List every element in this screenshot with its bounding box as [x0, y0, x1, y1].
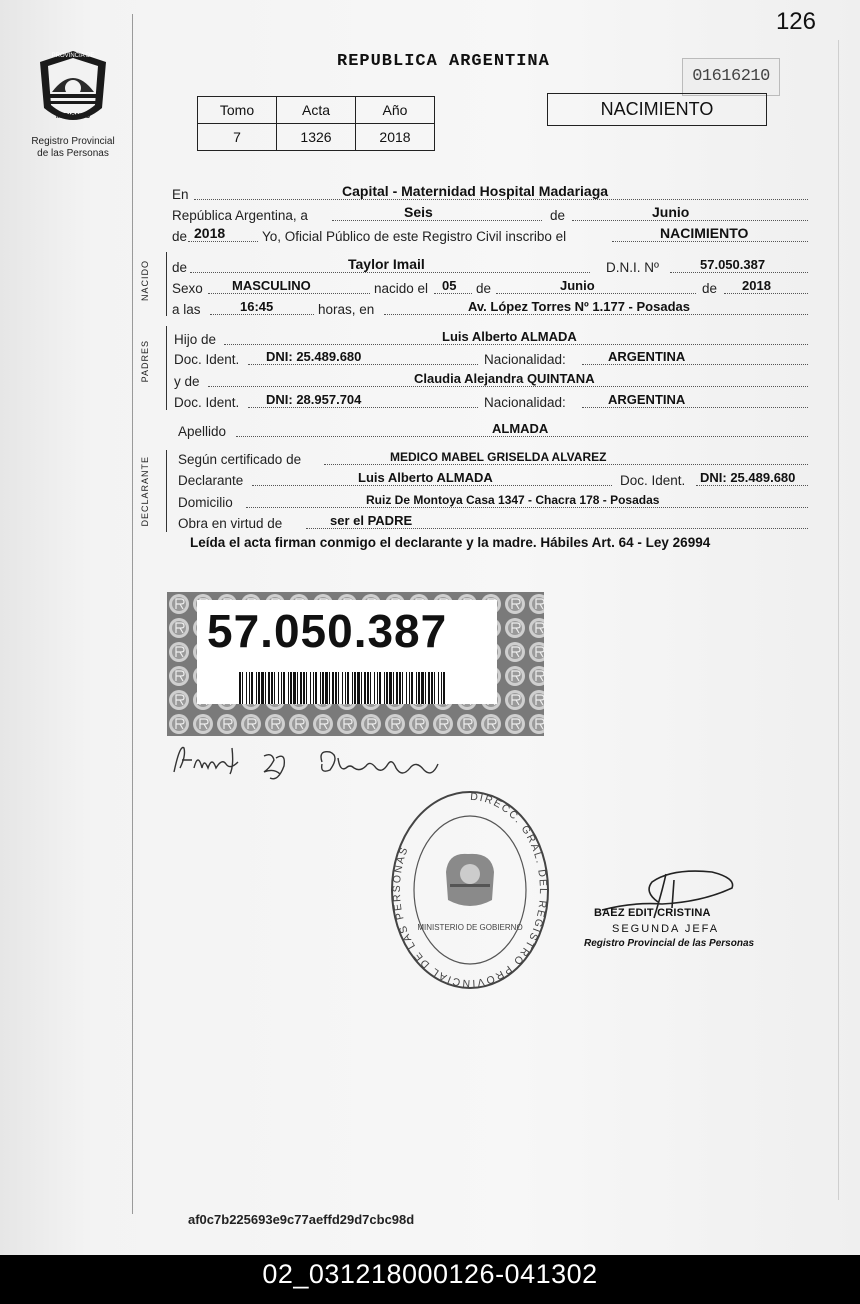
page-title: REPUBLICA ARGENTINA [337, 52, 550, 71]
line-domicilio: Domicilio Ruiz De Montoya Casa 1347 - Chacra 178 - Posadas [172, 490, 808, 510]
padre-doc-value: DNI: 25.489.680 [266, 349, 362, 364]
line-nacido-nombre: de Taylor Imail D.N.I. Nº 57.050.387 [172, 255, 808, 275]
madre-value: Claudia Alejandra QUINTANA [414, 371, 595, 386]
svg-text:MINISTERIO DE GOBIERNO: MINISTERIO DE GOBIERNO [417, 923, 523, 932]
page-number: 126 [775, 8, 816, 35]
nacido-domicilio-value: Av. López Torres Nº 1.177 - Posadas [468, 299, 690, 314]
document-hash: af0c7b225693e9c77aeffd29d7cbc98d [188, 1212, 415, 1227]
margin-line [132, 14, 133, 1214]
nacido-dni-value: 57.050.387 [700, 257, 766, 272]
anio-value: 2018 [356, 124, 435, 151]
line-en: En Capital - Maternidad Hospital Madariaga [172, 182, 808, 202]
footer-bar [0, 1255, 860, 1304]
obra-value: ser el PADRE [330, 513, 413, 528]
padre-value: Luis Alberto ALMADA [442, 329, 577, 344]
dia-texto-value: Seis [404, 204, 433, 220]
line-madre-doc: Doc. Ident. DNI: 28.957.704 Nacionalidad: ARGENTINA [172, 390, 808, 410]
right-margin-line [838, 40, 839, 1200]
footer-code: 02_031218000126-041302 [262, 1259, 598, 1289]
line-certificado: Según certificado de MEDICO MABEL GRISELDA ALVAREZ [172, 447, 808, 467]
tomo-acta-table [197, 96, 435, 151]
lugar-value: Capital - Maternidad Hospital Madariaga [342, 183, 609, 199]
nacido-anio-value: 2018 [742, 278, 771, 293]
officer-role: SEGUNDA JEFA [612, 923, 720, 935]
section-declarante: DECLARANTE [140, 456, 150, 527]
svg-text:MISIONES: MISIONES [55, 113, 91, 120]
certificado-value: MEDICO MABEL GRISELDA ALVAREZ [390, 450, 607, 464]
line-padre-doc: Doc. Ident. DNI: 25.489.680 Nacionalidad: ARGENTINA [172, 347, 808, 367]
sexo-value: MASCULINO [232, 278, 311, 293]
document-type: NACIMIENTO [547, 93, 767, 126]
declarante-doc-value: DNI: 25.489.680 [700, 470, 796, 485]
line-nacido-sexo: Sexo MASCULINO nacido el 05 de Junio de 2018 [172, 276, 808, 296]
declarante-domicilio-value: Ruiz De Montoya Casa 1347 - Chacra 178 - Posadas [366, 493, 660, 507]
serial-number: 01616210 [682, 58, 780, 96]
id-number-stamp [167, 592, 544, 736]
tipo-inscripcion-value: NACIMIENTO [660, 225, 749, 241]
svg-text:PROVINCIA DE: PROVINCIA DE [51, 53, 95, 59]
madre-nac-value: ARGENTINA [608, 392, 686, 407]
official-seal-icon [388, 788, 552, 992]
line-madre: y de Claudia Alejandra QUINTANA [172, 369, 808, 389]
closing-statement: Leída el acta firman conmigo el declarante y la madre. Hábiles Art. 64 - Ley 26994 [190, 535, 711, 550]
officer-organization: Registro Provincial de las Personas [584, 938, 755, 949]
line-apellido: Apellido ALMADA [172, 419, 808, 439]
madre-doc-value: DNI: 28.957.704 [266, 392, 362, 407]
line-republica: República Argentina, a Seis de Junio [172, 203, 808, 223]
anio-header: Año [356, 97, 435, 124]
tomo-header: Tomo [198, 97, 277, 124]
section-padres: PADRES [140, 340, 150, 383]
tomo-value: 7 [198, 124, 277, 151]
mes-texto-value: Junio [652, 204, 690, 220]
line-padre: Hijo de Luis Alberto ALMADA [172, 327, 808, 347]
nacido-mes-value: Junio [560, 278, 595, 293]
logo-caption: Registro Provincial de las Personas [31, 136, 115, 159]
officer-name: BAEZ EDIT CRISTINA [594, 907, 711, 919]
nacido-nombre-value: Taylor Imail [348, 256, 425, 272]
stamp-id-number: 57.050.387 [207, 605, 448, 657]
stamp-label [197, 600, 497, 704]
acta-header: Acta [277, 97, 356, 124]
nacido-dia-value: 05 [442, 278, 457, 293]
declarante-nombre-value: Luis Alberto ALMADA [358, 470, 493, 485]
province-seal-icon [36, 48, 110, 132]
barcode-icon [239, 672, 449, 704]
line-nacido-hora: a las 16:45 horas, en Av. López Torres Nº 1.177 - Posadas [172, 297, 808, 317]
svg-text:DIRECC. GRAL. DEL REGISTRO PRO: DIRECC. GRAL. DEL REGISTRO PROVINCIAL DE LAS PERSONAS [390, 790, 550, 990]
acta-value: 1326 [277, 124, 356, 151]
line-yo: de 2018 Yo, Oficial Público de este Registro Civil inscribo el NACIMIENTO [172, 224, 808, 244]
anio-texto-value: 2018 [194, 225, 226, 241]
declarant-signature [170, 738, 450, 788]
registry-logo [24, 48, 122, 160]
apellido-value: ALMADA [492, 421, 549, 436]
line-obra: Obra en virtud de ser el PADRE [172, 511, 808, 531]
section-nacido: NACIDO [140, 260, 150, 302]
line-declarante: Declarante Luis Alberto ALMADA Doc. Ident. DNI: 25.489.680 [172, 468, 808, 488]
padre-nac-value: ARGENTINA [608, 349, 686, 364]
hora-value: 16:45 [240, 299, 274, 314]
